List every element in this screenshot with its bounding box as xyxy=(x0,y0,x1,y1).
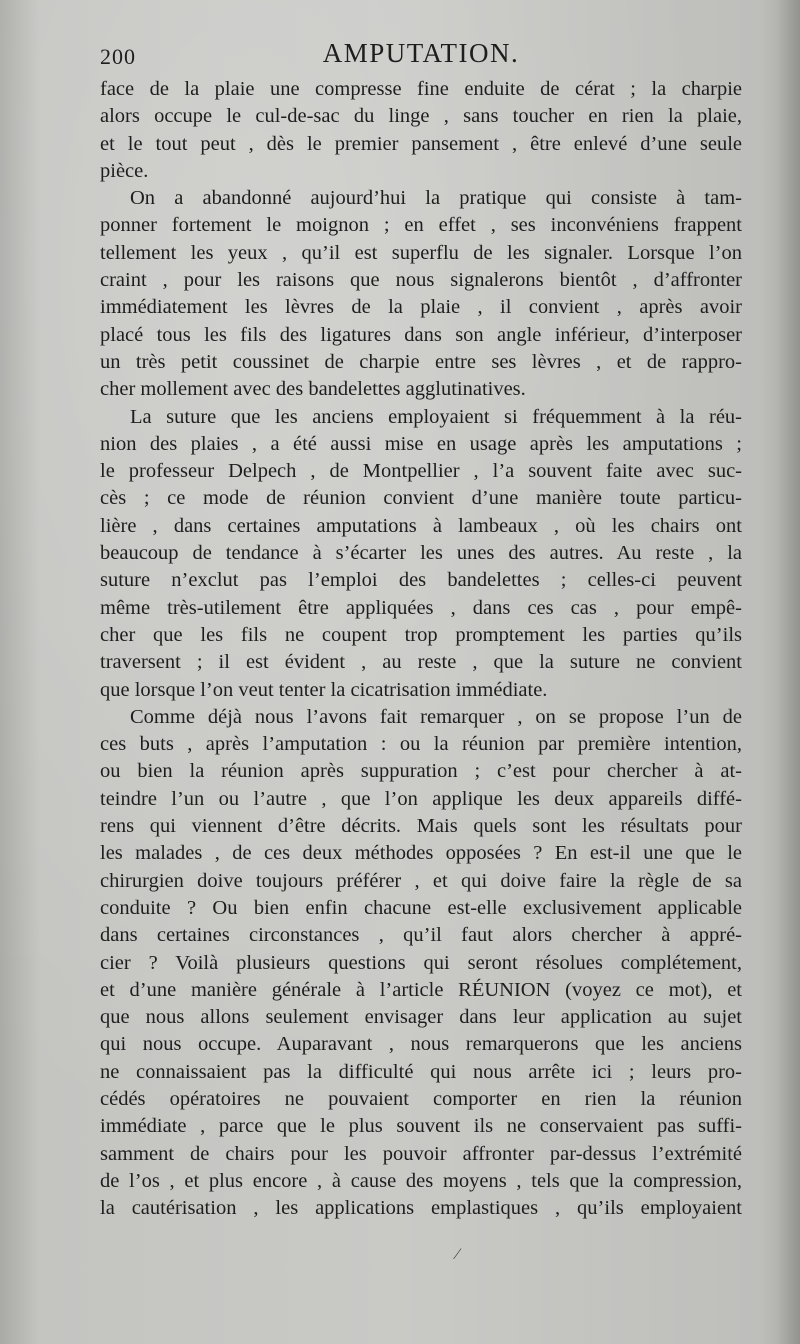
text-line: lière , dans certaines amputations à lambeaux , où les chairs ont xyxy=(100,514,742,537)
text-line: chirurgien doive toujours préférer , et qui doive faire la règle de sa xyxy=(100,869,742,892)
running-title: AMPUTATION. xyxy=(322,38,520,68)
text-line: cher que les fils ne coupent trop promptement les parties qu’ils xyxy=(100,623,742,646)
text-line: que lorsque l’on veut tenter la cicatrisation immédiate. xyxy=(100,678,548,701)
text-line: alors occupe le cul-de-sac du linge , sans toucher en rien la plaie, xyxy=(100,105,742,128)
text-line: nion des plaies , a été aussi mise en usage après les amputations ; xyxy=(100,432,742,455)
footer-mark: ⁄ xyxy=(456,1246,459,1263)
body-text xyxy=(100,76,742,1222)
text-line: ces buts , après l’amputation : ou la réunion par première intention, xyxy=(100,733,742,756)
text-line: ou bien la réunion après suppuration ; c’est pour chercher à at- xyxy=(100,760,742,783)
text-line: samment de chairs pour les pouvoir affronter par-dessus l’extrémité xyxy=(100,1142,742,1165)
text-line: et le tout peut , dès le premier pansement , être enlevé d’une seule xyxy=(100,132,742,155)
text-line: cès ; ce mode de réunion convient d’une manière toute particu- xyxy=(100,487,742,510)
text-line: suture n’exclut pas l’emploi des bandelettes ; celles-ci peuvent xyxy=(100,569,742,592)
text-line: Comme déjà nous l’avons fait remarquer , on se propose l’un de xyxy=(130,705,742,728)
text-line: ne connaissaient pas la difficulté qui nous arrête ici ; leurs pro- xyxy=(100,1060,742,1083)
text-line: que nous allons seulement envisager dans leur application au sujet xyxy=(100,1006,742,1029)
text-line: la cautérisation , les applications emplastiques , qu’ils employaient xyxy=(100,1197,742,1220)
text-line: cher mollement avec des bandelettes agglutinatives. xyxy=(100,378,526,401)
text-line: On a abandonné aujourd’hui la pratique qui consiste à tam- xyxy=(130,187,742,210)
text-line: les malades , de ces deux méthodes opposées ? En est-il une que le xyxy=(100,842,742,865)
page-edge-shadow xyxy=(776,0,800,1344)
text-line: La suture que les anciens employaient si fréquemment à la réu- xyxy=(130,405,742,428)
text-line: placé tous les fils des ligatures dans son angle inférieur, d’interposer xyxy=(100,323,742,346)
text-line: cier ? Voilà plusieurs questions qui seront résolues complétement, xyxy=(100,951,742,974)
text-line: tellement les yeux , qu’il est superflu de les signaler. Lorsque l’on xyxy=(100,241,742,264)
text-line: ponner fortement le moignon ; en effet , ses inconvéniens frappent xyxy=(100,214,742,237)
text-line: beaucoup de tendance à s’écarter les unes des autres. Au reste , la xyxy=(100,542,742,565)
text-line: immédiate , parce que le plus souvent ils ne conservaient pas suffi- xyxy=(100,1115,742,1138)
text-line: traversent ; il est évident , au reste , que la suture ne convient xyxy=(100,651,742,674)
text-line: et d’une manière générale à l’article RÉUNION (voyez ce mot), et xyxy=(100,978,742,1001)
page-header xyxy=(100,38,742,72)
text-line: qui nous occupe. Auparavant , nous remarquerons que les anciens xyxy=(100,1033,742,1056)
text-line: cédés opératoires ne pouvaient comporter en rien la réunion xyxy=(100,1087,742,1110)
text-line: dans certaines circonstances , qu’il faut alors chercher à appré- xyxy=(100,924,742,947)
text-line: teindre l’un ou l’autre , que l’on applique les deux appareils diffé- xyxy=(100,787,742,810)
text-line: face de la plaie une compresse fine enduite de cérat ; la charpie xyxy=(100,78,742,100)
text-line: pièce. xyxy=(100,159,149,182)
text-line: conduite ? Ou bien enfin chacune est-elle exclusivement applicable xyxy=(100,896,742,919)
text-line: un très petit coussinet de charpie entre ses lèvres , et de rappro- xyxy=(100,350,742,373)
text-line: de l’os , et plus encore , à cause des moyens , tels que la compression, xyxy=(100,1169,742,1192)
page-number: 200 xyxy=(100,44,136,69)
text-line: craint , pour les raisons que nous signalerons bientôt , d’affronter xyxy=(100,269,742,292)
text-line: même très-utilement être appliquées , dans ces cas , pour empê- xyxy=(100,596,742,619)
text-line: rens qui viennent d’être décrits. Mais quels sont les résultats pour xyxy=(100,815,742,838)
text-line: immédiatement les lèvres de la plaie , il convient , après avoir xyxy=(100,296,742,319)
text-line: le professeur Delpech , de Montpellier , l’a souvent faite avec suc- xyxy=(100,460,742,483)
